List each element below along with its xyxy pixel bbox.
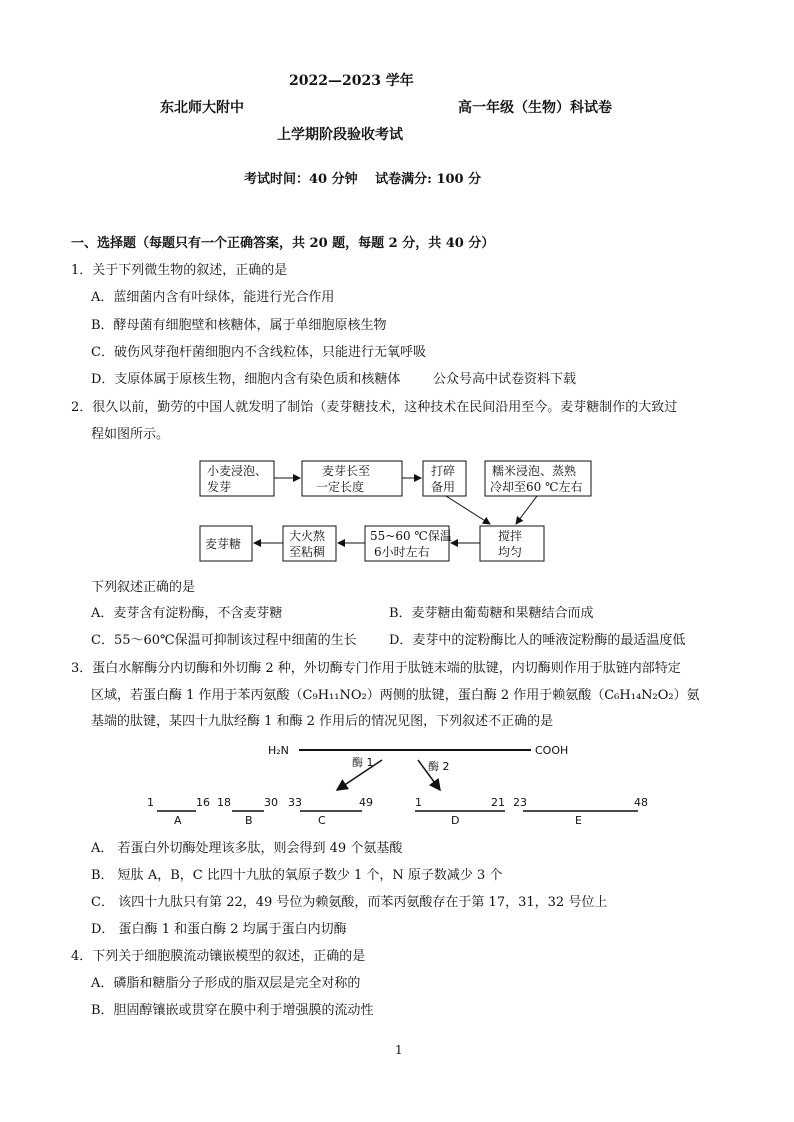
svg-text:E: E [575, 814, 582, 827]
question-2-stem-line1: 2．很久以前，勤劳的中国人就发明了制饴（麦芽糖技术，这种技术在民间沿用至今。麦芽糖制作的大致过 [71, 400, 678, 415]
svg-text:至粘稠: 至粘稠 [289, 545, 326, 559]
enzyme-arrows [337, 755, 450, 790]
question-2-option-b: B．麦芽糖由葡萄糖和果糖结合而成 [389, 606, 594, 621]
svg-text:均匀: 均匀 [498, 545, 523, 559]
svg-text:6小时左右: 6小时左右 [374, 545, 430, 559]
question-3-option-a: A． 若蛋白外切酶处理该多肽，则会得到 49 个氨基酸 [91, 841, 403, 856]
svg-text:23: 23 [513, 796, 527, 809]
question-4-option-a: A．磷脂和糖脂分子形成的脂双层是完全对称的 [91, 976, 361, 991]
svg-text:小麦浸泡、: 小麦浸泡、 [207, 464, 268, 478]
svg-text:麦芽长至: 麦芽长至 [322, 464, 371, 478]
fragment-c [288, 796, 373, 827]
exam-subject: 高一年级（生物）科试卷 [458, 100, 612, 116]
peptide-chain [268, 744, 568, 757]
svg-text:18: 18 [217, 796, 231, 809]
fragment-d [415, 796, 505, 827]
svg-text:49: 49 [359, 796, 373, 809]
svg-text:33: 33 [288, 796, 302, 809]
question-1-option-c: C．破伤风芽孢杆菌细胞内不含线粒体，只能进行无氧呼吸 [91, 345, 426, 360]
question-3-stem-line3: 基端的肽键，某四十九肽经酶 1 和酶 2 作用后的情况见图，下列叙述不正确的是 [91, 714, 554, 729]
flow-box-glutinous-rice [485, 461, 591, 496]
svg-text:冷却至60 ℃左右: 冷却至60 ℃左右 [490, 480, 583, 494]
question-4-stem: 4．下列关于细胞膜流动镶嵌模型的叙述，正确的是 [71, 949, 366, 964]
question-3-stem-line1: 3．蛋白水解酶分内切酶和外切酶 2 种，外切酶专门作用于肽链末端的肽键，内切酶则作用于肽链内部特定 [71, 661, 681, 676]
school-name: 东北师大附中 [160, 100, 244, 116]
section-heading: 一、选择题（每题只有一个正确答案，共 20 题，每题 2 分，共 40 分） [71, 236, 495, 251]
svg-text:16: 16 [196, 796, 210, 809]
question-2-option-a: A．麦芽含有淀粉酶，不含麦芽糖 [91, 606, 283, 621]
flow-box-stir [480, 526, 544, 561]
svg-text:1: 1 [147, 796, 154, 809]
svg-text:麦芽糖: 麦芽糖 [205, 537, 242, 551]
question-2-stem-line2: 程如图所示。 [91, 427, 170, 442]
svg-text:H₂N: H₂N [268, 744, 289, 757]
svg-text:糯米浸泡、蒸熟: 糯米浸泡、蒸熟 [492, 464, 577, 478]
page-number: 1 [395, 1043, 403, 1057]
svg-text:酶 2: 酶 2 [428, 760, 450, 773]
svg-text:55~60 ℃保温: 55~60 ℃保温 [370, 529, 452, 543]
fragment-b [217, 796, 278, 827]
question-1-option-a: A．蓝细菌内含有叶绿体，能进行光合作用 [91, 290, 335, 305]
question-3-stem-line2: 区域，若蛋白酶 1 作用于苯丙氨酸（C₉H₁₁NO₂）两侧的肽键，蛋白酶 2 作用于赖氨酸（C₆H₁₄N₂O₂）氨 [91, 688, 700, 703]
svg-text:21: 21 [491, 796, 505, 809]
question-4-option-b: B．胆固醇镶嵌或贯穿在膜中利于增强膜的流动性 [91, 1003, 374, 1018]
svg-text:COOH: COOH [535, 744, 569, 757]
svg-text:C: C [318, 814, 326, 827]
flow-box-soak-wheat [200, 461, 274, 496]
svg-text:搅拌: 搅拌 [498, 529, 523, 543]
svg-text:D: D [451, 814, 460, 827]
exam-year: 2022—2023 学年 [289, 73, 414, 89]
question-1-stem: 1．关于下列微生物的叙述，正确的是 [71, 263, 288, 278]
svg-text:B: B [245, 814, 253, 827]
svg-text:大火熬: 大火熬 [289, 529, 326, 543]
flow-box-boil [283, 526, 336, 561]
exam-name: 上学期阶段验收考试 [277, 127, 403, 143]
svg-text:发芽: 发芽 [207, 480, 232, 494]
flow-box-incubate [365, 526, 452, 561]
question-3-option-c: C． 该四十九肽只有第 22，49 号位为赖氨酸，而苯丙氨酸存在于第 17，31，32 号位上 [91, 895, 608, 910]
flow-box-maltose [200, 526, 252, 561]
question-1-option-b: B．酵母菌有细胞壁和核糖体，属于单细胞原核生物 [91, 318, 387, 333]
exam-time-info: 考试时间：40 分钟 试卷满分: 100 分 [244, 172, 482, 187]
question-2-option-d: D．麦芽中的淀粉酶比人的唾液淀粉酶的最适温度低 [389, 633, 686, 648]
svg-text:打碎: 打碎 [431, 464, 456, 478]
question-1-option-d: D．支原体属于原核生物，细胞内含有染色质和核糖体 [91, 372, 401, 387]
flow-box-crush [423, 461, 466, 496]
fragment-a [147, 796, 210, 827]
svg-text:30: 30 [264, 796, 278, 809]
svg-text:1: 1 [415, 796, 422, 809]
flow-box-malt-grow [302, 461, 402, 496]
question-3-option-b: B． 短肽 A，B，C 比四十九肽的氧原子数少 1 个，N 原子数减少 3 个 [91, 868, 503, 883]
watermark-text: 公众号高中试卷资料下载 [433, 372, 577, 387]
svg-text:一定长度: 一定长度 [316, 480, 365, 494]
fragment-e [513, 796, 648, 827]
svg-text:A: A [174, 814, 182, 827]
svg-text:备用: 备用 [431, 480, 456, 494]
question-3-option-d: D． 蛋白酶 1 和蛋白酶 2 均属于蛋白内切酶 [91, 922, 347, 937]
question-2-option-c: C．55～60℃保温可抑制该过程中细菌的生长 [91, 633, 357, 648]
svg-text:48: 48 [634, 796, 648, 809]
question-2-prompt: 下列叙述正确的是 [91, 580, 196, 595]
svg-text:酶 1: 酶 1 [352, 756, 374, 769]
